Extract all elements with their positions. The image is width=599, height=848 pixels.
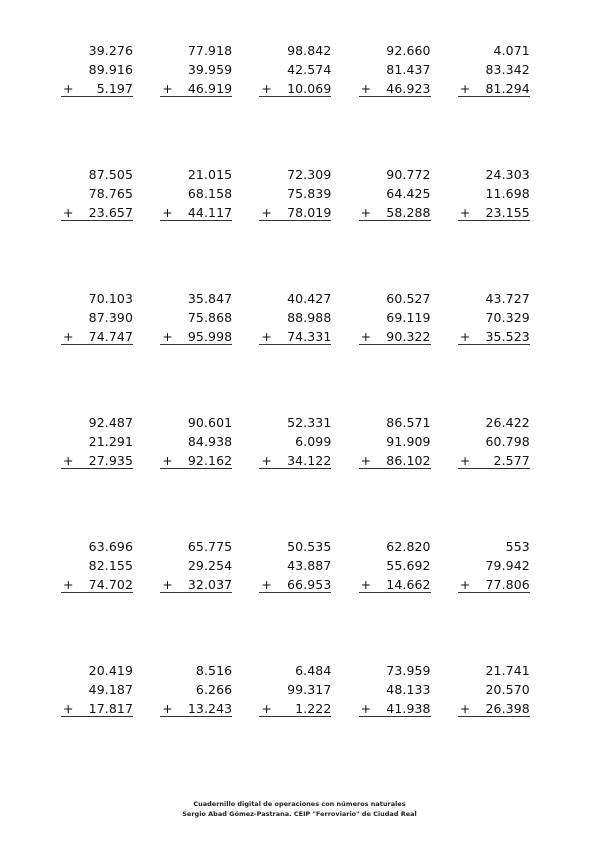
- addend-2: 42.574: [287, 62, 332, 77]
- addend-1: 60.527: [386, 291, 431, 306]
- addition-problem-body: [458, 289, 530, 351]
- plus-sign: +: [261, 81, 272, 96]
- addend-3: 77.806: [485, 577, 530, 592]
- addend-3: 78.019: [287, 205, 332, 220]
- addend-3: 32.037: [187, 577, 233, 592]
- addend-3: 92.162: [187, 453, 233, 468]
- footer: [0, 799, 599, 819]
- addition-problem: [254, 165, 353, 227]
- addition-problem-body: [458, 413, 530, 475]
- addition-problem: [155, 413, 254, 475]
- sum-rule: [359, 96, 431, 97]
- addend-3: 2.577: [493, 453, 530, 468]
- addend-2: 75.839: [287, 186, 332, 201]
- addend-2: 55.692: [386, 558, 431, 573]
- addend-2: 83.342: [485, 62, 530, 77]
- addend-2: 39.959: [187, 62, 233, 77]
- addend-2: 49.187: [88, 682, 133, 697]
- sum-rule: [160, 592, 232, 593]
- plus-sign: +: [261, 577, 272, 592]
- addition-problem-body: [160, 165, 232, 227]
- addition-problem: [254, 289, 353, 351]
- addition-problem: [354, 537, 453, 599]
- addition-problem-body: [61, 41, 133, 103]
- addend-1: 73.959: [386, 663, 431, 678]
- addend-3: 5.197: [96, 81, 133, 96]
- sum-rule: [259, 96, 331, 97]
- addition-problem-body: [458, 165, 530, 227]
- plus-sign: +: [261, 329, 272, 344]
- sum-rule: [160, 96, 232, 97]
- addition-problem-body: [160, 537, 232, 599]
- plus-sign: +: [162, 453, 173, 468]
- addend-1: 553: [505, 539, 530, 554]
- addend-3: 44.117: [187, 205, 233, 220]
- addition-problem-body: [61, 537, 133, 599]
- sum-rule: [359, 344, 431, 345]
- addend-3: 1.222: [295, 701, 332, 716]
- plus-sign: +: [162, 81, 173, 96]
- addend-2: 6.099: [295, 434, 332, 449]
- problem-row: [56, 661, 552, 785]
- addend-1: 21.015: [187, 167, 233, 182]
- addend-1: 92.487: [88, 415, 133, 430]
- addend-3: 58.288: [386, 205, 431, 220]
- addition-problem: [453, 537, 552, 599]
- addition-problem: [354, 41, 453, 103]
- plus-sign: +: [459, 81, 471, 96]
- sum-rule: [160, 716, 232, 717]
- addend-1: 90.601: [187, 415, 233, 430]
- addend-2: 78.765: [88, 186, 133, 201]
- addend-3: 46.923: [386, 81, 431, 96]
- addition-worksheet: [56, 41, 552, 785]
- addend-3: 74.702: [88, 577, 133, 592]
- addition-problem: [155, 661, 254, 723]
- addend-2: 88.988: [287, 310, 332, 325]
- addend-2: 20.570: [485, 682, 530, 697]
- addend-3: 10.069: [287, 81, 332, 96]
- addition-problem-body: [458, 661, 530, 723]
- addend-1: 77.918: [187, 43, 233, 58]
- addend-1: 24.303: [485, 167, 530, 182]
- addition-problem-body: [259, 165, 331, 227]
- addend-1: 70.103: [88, 291, 133, 306]
- addition-problem-body: [61, 661, 133, 723]
- plus-sign: +: [360, 453, 372, 468]
- sum-rule: [61, 220, 133, 221]
- addend-2: 87.390: [88, 310, 133, 325]
- sum-rule: [61, 592, 133, 593]
- addend-2: 68.158: [187, 186, 233, 201]
- addend-1: 21.741: [485, 663, 530, 678]
- addend-1: 90.772: [386, 167, 431, 182]
- addend-1: 86.571: [386, 415, 431, 430]
- addend-2: 75.868: [187, 310, 233, 325]
- sum-rule: [259, 220, 331, 221]
- plus-sign: +: [63, 205, 74, 220]
- problem-row: [56, 413, 552, 537]
- sum-rule: [160, 468, 232, 469]
- addition-problem-body: [61, 289, 133, 351]
- sum-rule: [359, 220, 431, 221]
- sum-rule: [359, 716, 431, 717]
- addend-1: 92.660: [386, 43, 431, 58]
- addend-2: 21.291: [88, 434, 133, 449]
- plus-sign: +: [162, 205, 173, 220]
- problem-row: [56, 41, 552, 165]
- addend-3: 17.817: [88, 701, 133, 716]
- plus-sign: +: [459, 453, 471, 468]
- addition-problem: [453, 661, 552, 723]
- addend-1: 52.331: [287, 415, 332, 430]
- addition-problem: [155, 41, 254, 103]
- addend-3: 46.919: [187, 81, 233, 96]
- addition-problem: [354, 661, 453, 723]
- sum-rule: [259, 592, 331, 593]
- addition-problem: [354, 289, 453, 351]
- addition-problem-body: [259, 41, 331, 103]
- addend-3: 81.294: [485, 81, 530, 96]
- addition-problem: [56, 165, 155, 227]
- addend-3: 74.331: [287, 329, 332, 344]
- plus-sign: +: [63, 577, 74, 592]
- problem-row: [56, 289, 552, 413]
- addend-3: 23.155: [485, 205, 530, 220]
- addition-problem-body: [259, 289, 331, 351]
- plus-sign: +: [459, 329, 471, 344]
- addend-2: 81.437: [386, 62, 431, 77]
- sum-rule: [359, 592, 431, 593]
- addition-problem-body: [259, 413, 331, 475]
- addend-2: 48.133: [386, 682, 431, 697]
- addend-3: 27.935: [88, 453, 133, 468]
- addend-1: 8.516: [195, 663, 233, 678]
- sum-rule: [458, 468, 530, 469]
- addition-problem: [354, 413, 453, 475]
- plus-sign: +: [459, 577, 471, 592]
- sum-rule: [61, 468, 133, 469]
- addend-2: 29.254: [187, 558, 233, 573]
- sum-rule: [160, 344, 232, 345]
- addition-problem: [56, 41, 155, 103]
- addition-problem-body: [359, 41, 431, 103]
- addend-3: 13.243: [187, 701, 233, 716]
- sum-rule: [458, 344, 530, 345]
- sum-rule: [160, 220, 232, 221]
- plus-sign: +: [162, 329, 173, 344]
- addition-problem: [56, 661, 155, 723]
- addition-problem-body: [160, 41, 232, 103]
- addend-2: 79.942: [485, 558, 530, 573]
- addend-2: 43.887: [287, 558, 332, 573]
- plus-sign: +: [459, 701, 471, 716]
- problem-row: [56, 537, 552, 661]
- addend-1: 72.309: [287, 167, 332, 182]
- addend-1: 6.484: [295, 663, 332, 678]
- sum-rule: [458, 592, 530, 593]
- addend-3: 86.102: [386, 453, 431, 468]
- plus-sign: +: [63, 81, 74, 96]
- plus-sign: +: [261, 701, 272, 716]
- addition-problem: [56, 413, 155, 475]
- addend-1: 50.535: [287, 539, 332, 554]
- plus-sign: +: [459, 205, 471, 220]
- addition-problem: [254, 41, 353, 103]
- addend-1: 40.427: [287, 291, 332, 306]
- addition-problem: [453, 289, 552, 351]
- plus-sign: +: [63, 329, 74, 344]
- addition-problem-body: [359, 413, 431, 475]
- addition-problem: [56, 289, 155, 351]
- sum-rule: [359, 468, 431, 469]
- sum-rule: [259, 716, 331, 717]
- addition-problem-body: [359, 661, 431, 723]
- addend-1: 26.422: [485, 415, 530, 430]
- addend-2: 91.909: [386, 434, 431, 449]
- addition-problem: [56, 537, 155, 599]
- plus-sign: +: [162, 577, 173, 592]
- plus-sign: +: [261, 205, 272, 220]
- addend-3: 66.953: [287, 577, 332, 592]
- addend-3: 41.938: [386, 701, 431, 716]
- addend-1: 43.727: [485, 291, 530, 306]
- addend-2: 82.155: [88, 558, 133, 573]
- addend-1: 39.276: [88, 43, 133, 58]
- addend-3: 26.398: [485, 701, 530, 716]
- addend-3: 34.122: [287, 453, 332, 468]
- addend-3: 90.322: [386, 329, 431, 344]
- addition-problem: [254, 661, 353, 723]
- plus-sign: +: [63, 701, 74, 716]
- addition-problem: [354, 165, 453, 227]
- plus-sign: +: [360, 329, 372, 344]
- addend-2: 64.425: [386, 186, 431, 201]
- addition-problem-body: [259, 537, 331, 599]
- addend-1: 4.071: [493, 43, 530, 58]
- addend-1: 98.842: [287, 43, 332, 58]
- plus-sign: +: [360, 81, 372, 96]
- sum-rule: [458, 96, 530, 97]
- addend-2: 60.798: [485, 434, 530, 449]
- addition-problem: [254, 413, 353, 475]
- plus-sign: +: [360, 701, 372, 716]
- sum-rule: [61, 344, 133, 345]
- addend-2: 99.317: [287, 682, 332, 697]
- plus-sign: +: [360, 205, 372, 220]
- addend-1: 20.419: [88, 663, 133, 678]
- addition-problem-body: [61, 413, 133, 475]
- plus-sign: +: [261, 453, 272, 468]
- sum-rule: [61, 96, 133, 97]
- addend-3: 74.747: [88, 329, 133, 344]
- addend-2: 6.266: [195, 682, 233, 697]
- addend-3: 23.657: [88, 205, 133, 220]
- addend-2: 84.938: [187, 434, 233, 449]
- sum-rule: [458, 716, 530, 717]
- sum-rule: [259, 344, 331, 345]
- sum-rule: [259, 468, 331, 469]
- addend-1: 35.847: [187, 291, 233, 306]
- addition-problem-body: [458, 41, 530, 103]
- addend-1: 65.775: [187, 539, 233, 554]
- addition-problem: [453, 165, 552, 227]
- plus-sign: +: [360, 577, 372, 592]
- addend-2: 70.329: [485, 310, 530, 325]
- addend-1: 87.505: [88, 167, 133, 182]
- problem-row: [56, 165, 552, 289]
- addition-problem-body: [160, 661, 232, 723]
- addition-problem: [155, 289, 254, 351]
- addition-problem: [155, 537, 254, 599]
- addition-problem-body: [359, 537, 431, 599]
- footer-title: Cuadernillo digital de operaciones con números naturales: [193, 800, 406, 808]
- addition-problem: [155, 165, 254, 227]
- addend-2: 89.916: [88, 62, 133, 77]
- addition-problem: [254, 537, 353, 599]
- addend-3: 95.998: [187, 329, 233, 344]
- addition-problem: [453, 41, 552, 103]
- addend-2: 69.119: [386, 310, 431, 325]
- plus-sign: +: [63, 453, 74, 468]
- addition-problem: [453, 413, 552, 475]
- addend-3: 35.523: [485, 329, 530, 344]
- addition-problem-body: [359, 165, 431, 227]
- addition-problem-body: [458, 537, 530, 599]
- footer-author: Sergio Abad Gómez-Pastrana. CEIP "Ferroviario" de Ciudad Real: [182, 810, 417, 818]
- addition-problem-body: [160, 289, 232, 351]
- addend-1: 63.696: [88, 539, 133, 554]
- addition-problem-body: [61, 165, 133, 227]
- addition-problem-body: [359, 289, 431, 351]
- addend-1: 62.820: [386, 539, 431, 554]
- sum-rule: [61, 716, 133, 717]
- plus-sign: +: [162, 701, 173, 716]
- sum-rule: [458, 220, 530, 221]
- addition-problem-body: [259, 661, 331, 723]
- addition-problem-body: [160, 413, 232, 475]
- addend-3: 14.662: [386, 577, 431, 592]
- addend-2: 11.698: [485, 186, 530, 201]
